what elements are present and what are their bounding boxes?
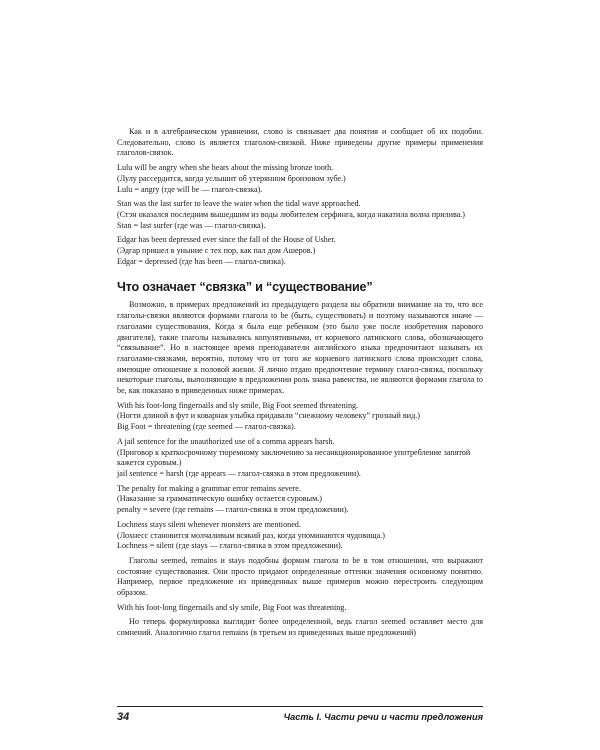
example-line: (Ногти длиной в фут и коварная улыбка придавали “снежному человеку” грозный вид.) [117,411,420,421]
example-line: penalty = severe (где remains — глагол-связка в этом предложении). [117,505,349,515]
example-line: Stan was the last surfer to leave the water when the tidal wave approached. [117,199,361,209]
example-line: A jail sentence for the unauthorized use of a comma appears harsh. [117,436,335,446]
example-line: The penalty for making a grammar error remains severe. [117,483,301,493]
page-number: 34 [117,711,130,723]
example-block-3 [117,603,483,614]
body-paragraph: Но теперь формулировка выглядит более определенной, ведь глагол seemed оставляет место для сомнений. Аналогично глагол remains (в третьем из приведенных выше предложений) [117,617,483,638]
example-line: (Наказание за грамматическую ошибку остается суровым.) [117,494,322,504]
example-line: Lulu will be angry when she hears about the missing bronze tooth. [117,163,334,173]
example-line: With his foot-long fingernails and sly smile, Big Foot seemed threatening. [117,400,359,410]
example-line: Lochness stays silent whenever monsters are mentioned. [117,519,301,529]
example-line: Lulu = angry (где will be — глагол-связка). [117,184,263,194]
example-line: Big Foot = threatening (где seemed — глагол-связка). [117,422,296,432]
body-paragraph: Глаголы seemed, remains и stays подобны формам глагола to be в том отношении, что выражают состояние существования. Они просто придают определенные оттенки значения основному понятию. Например, первое предложение из приведенных выше примеров можно перестроить следующим образом. [117,555,483,598]
page-footer [117,706,483,723]
section-heading: Что означает “связка” и “существование” [117,280,373,295]
page-content [117,127,483,639]
example-line: jail sentence = harsh (где appears — глагол-связка в этом предложении). [117,468,361,478]
part-title: Часть I. Части речи и части предложения [283,712,483,722]
example-line: (Стэн оказался последним вышедшим из воды любителем серфинга, когда накатила волна прилива.) [117,209,466,219]
example-line: (Приговор к краткосрочному тюремному заключению за несанкционированное употребление запятой кажется суровым.) [117,447,471,468]
example-line: With his foot-long fingernails and sly smile, Big Foot was threatening. [117,602,347,612]
example-line: (Лулу рассердится, когда услышит об утерянном бронзовом зубе.) [117,173,346,183]
example-block-2 [117,401,483,552]
example-line: Edgar = depressed (где has been — глагол-связка). [117,256,286,266]
example-line: (Лохнесс становится молчаливым всякий раз, когда упоминаются чудовища.) [117,530,386,540]
intro-paragraph: Как и в алгебраическом уравнении, слово is связывает два понятия и сообщает об их подобии. Следовательно, слово is является глаголом-связкой. Ниже приведены другие примеры применения глаголов-связок. [117,127,483,158]
example-line: (Эдгар пришел в уныние с тех пор, как пал дом Ашеров.) [117,246,316,256]
example-block-1 [117,163,483,267]
example-line: Lochness = silent (где stays — глагол-связка в этом предложении). [117,541,343,551]
example-line: Stan = last surfer (где was — глагол-связка). [117,220,266,230]
example-line: Edgar has been depressed ever since the fall of the House of Usher. [117,235,336,245]
body-paragraph: Возможно, в примерах предложений из предыдущего раздела вы обратили внимание на то, что все глаголы-связки являются формами глагола to be (быть, существовать) и поэтому называются иначе — глаголами существования. Когда я была еще ребенком (это было уже после изобретения парового двигателя), такие глаголы назывались копулятивными, от корневого латинского слова, обозначающего “связывание”. Но в настоящее время преподаватели английского языка предпочитают называть их глаголами-связками, вероятно, потому что от того же корневого латинского слова происходит слова, имеющие отношение к половой жизни. Я лично отдаю предпочтение термину глагол-связка, поскольку некоторые глаголы, выполняющие в предложении роль знака равенства, не являются формами глагола to be, как показано в приведенных ниже примерах. [117,300,483,396]
